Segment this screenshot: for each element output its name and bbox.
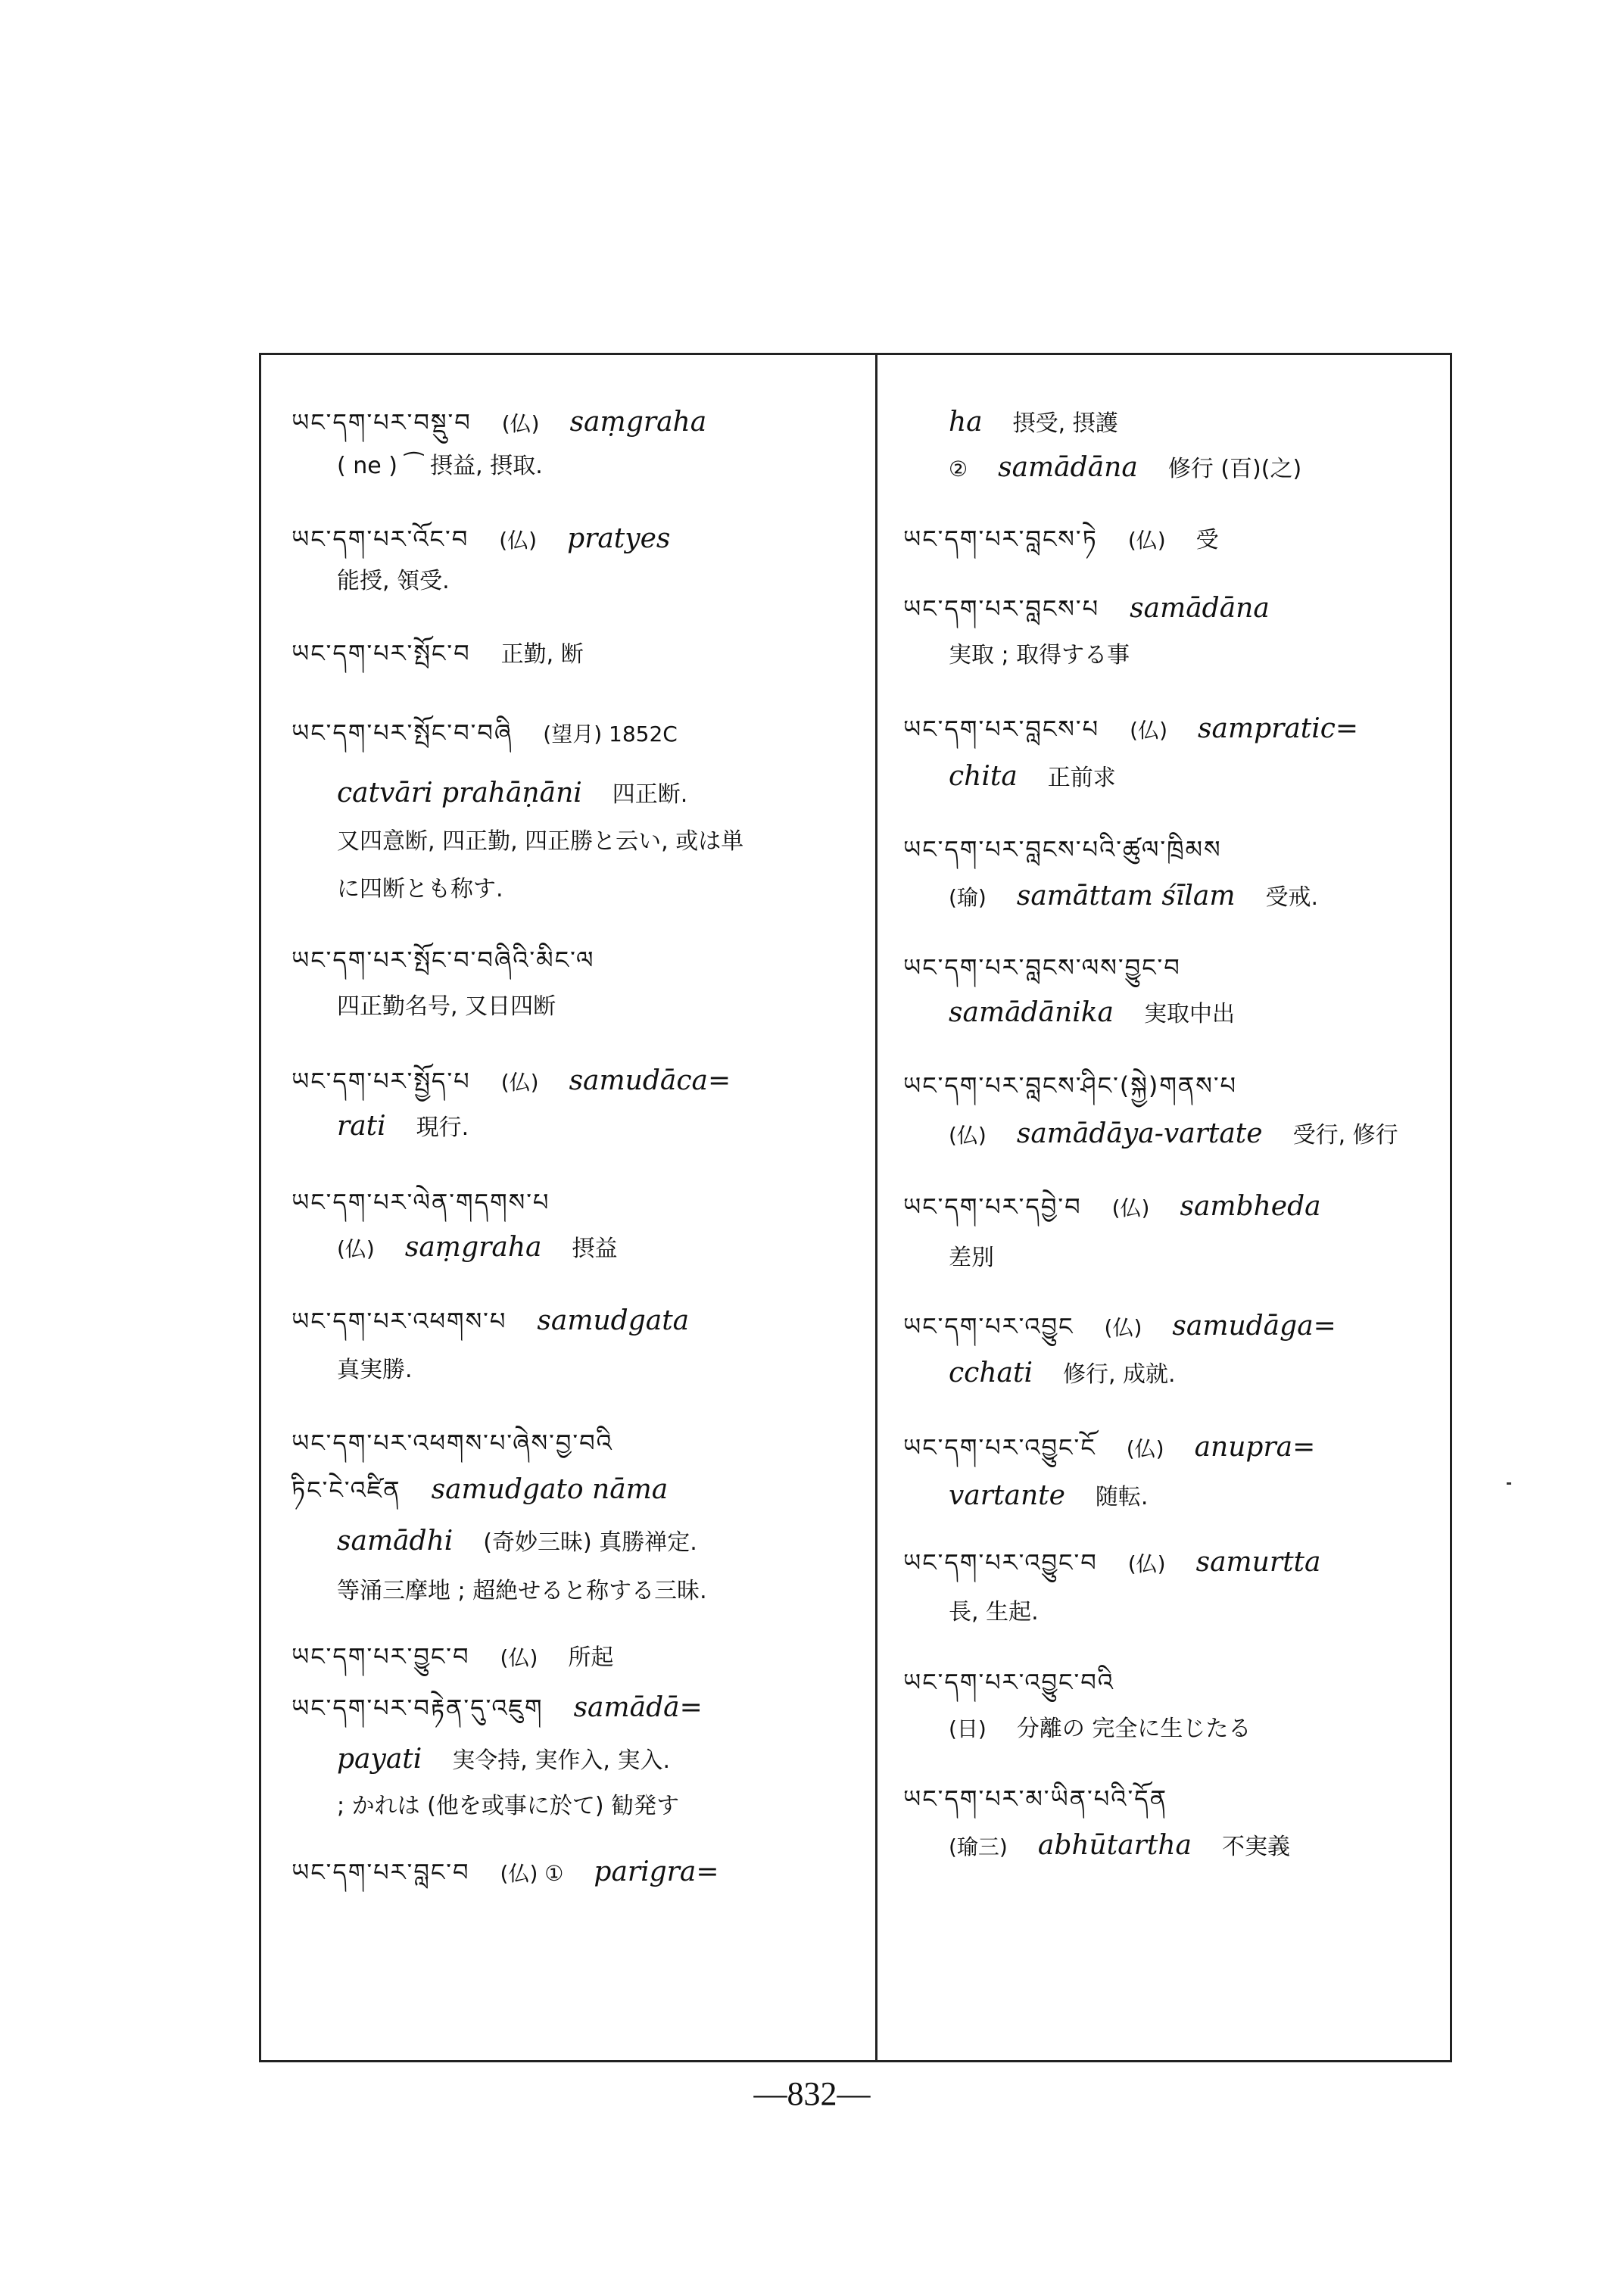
source-tag: (瑜) bbox=[949, 885, 987, 910]
source-tag: (仏) bbox=[500, 1645, 538, 1670]
source-tag: (瑜三) bbox=[949, 1834, 1008, 1859]
gloss-text: 差別 bbox=[949, 1245, 994, 1271]
right-entry-line bbox=[949, 451, 1301, 486]
source-tag: (仏) bbox=[500, 1070, 539, 1095]
source-tag: ② bbox=[949, 457, 968, 482]
left-entry-line bbox=[337, 563, 450, 598]
right-entry-line bbox=[949, 1479, 1148, 1514]
left-entry-line bbox=[291, 1186, 550, 1219]
right-entry-line bbox=[949, 1829, 1290, 1864]
gloss-text: 受 bbox=[1195, 527, 1219, 553]
gloss-text: 長, 生起. bbox=[949, 1599, 1039, 1625]
sanskrit-term: cchati bbox=[949, 1357, 1033, 1389]
left-entry-line bbox=[291, 1691, 703, 1725]
gloss-text: 所起 bbox=[568, 1644, 614, 1671]
sanskrit-term: saṃgraha bbox=[569, 407, 707, 438]
source-tag: (日) bbox=[949, 1716, 987, 1741]
left-entry-line bbox=[337, 871, 503, 906]
tibetan-term: ཡང་དག་པར་འཕགས་པ bbox=[291, 1307, 507, 1336]
right-entry-line bbox=[949, 880, 1318, 915]
source-tag: (仏) bbox=[337, 1236, 375, 1261]
sanskrit-term: samādhi bbox=[337, 1526, 454, 1557]
tibetan-term: ཡང་དག་པར་བླངས་པ bbox=[903, 715, 1100, 743]
sanskrit-term: samurtta bbox=[1195, 1547, 1321, 1578]
tibetan-term: ཡང་དག་པར་དབྱེ་བ bbox=[903, 1192, 1082, 1221]
left-column bbox=[261, 353, 875, 2062]
right-column bbox=[877, 353, 1450, 2062]
sanskrit-term: chita bbox=[949, 761, 1018, 792]
left-entry-line bbox=[337, 1525, 697, 1560]
sanskrit-term: saṃgraha bbox=[404, 1232, 542, 1263]
right-entry-line bbox=[949, 1357, 1176, 1392]
right-entry-line bbox=[903, 1666, 1114, 1699]
tibetan-term: ཡང་དག་པར་བླངས་པའི་ཚུལ་ཁྲིམས bbox=[903, 835, 1222, 864]
source-tag: (仏) bbox=[1130, 718, 1167, 743]
left-entry-line bbox=[337, 989, 556, 1024]
right-entry-line bbox=[903, 522, 1219, 557]
left-entry-line bbox=[337, 1743, 670, 1778]
sanskrit-term: sambheda bbox=[1180, 1191, 1321, 1222]
tibetan-term: ཡང་དག་པར་སྤོང་བ་བཞིའི་མིང་ལ bbox=[291, 946, 595, 974]
tibetan-term: ཡང་དག་པར་བླང་བ bbox=[291, 1858, 470, 1887]
gloss-text: 修行, 成就. bbox=[1062, 1361, 1176, 1388]
tibetan-term: ཡང་དག་པར་བླངས་ལས་བྱུང་བ bbox=[903, 953, 1181, 982]
gloss-text: 受行, 修行 bbox=[1292, 1122, 1398, 1149]
right-entry-line bbox=[903, 1190, 1321, 1225]
tibetan-term: ཡང་དག་པར་བླངས་ཤིང་(སྐྱེ)གནས་པ bbox=[903, 1071, 1238, 1100]
sanskrit-term: sampratic= bbox=[1198, 713, 1359, 744]
gloss-text: 真実勝. bbox=[337, 1357, 413, 1383]
gloss-text: 正勤, 断 bbox=[500, 641, 584, 668]
sanskrit-term: samudāga= bbox=[1172, 1311, 1336, 1342]
tibetan-term: ཡང་དག་པར་བསྡུ་བ bbox=[291, 408, 472, 437]
left-entry-line bbox=[291, 1473, 668, 1507]
right-entry-line bbox=[903, 1546, 1320, 1581]
left-entry-line bbox=[337, 824, 743, 859]
sanskrit-term: rati bbox=[337, 1111, 386, 1142]
right-entry-line bbox=[949, 406, 1118, 441]
sanskrit-term: samudāca= bbox=[569, 1065, 731, 1096]
right-entry-line bbox=[949, 996, 1235, 1031]
sanskrit-term: samāttam śīlam bbox=[1016, 881, 1236, 912]
gloss-text: 又四意断, 四正勤, 四正勝と云い, 或は単 bbox=[337, 828, 744, 855]
gloss-text: 摂受, 摂護 bbox=[1012, 410, 1118, 437]
source-tag: (仏) bbox=[1127, 1551, 1166, 1576]
tibetan-term: ཡང་དག་པར་འཕགས་པ་ཞེས་བྱ་བའི bbox=[291, 1429, 613, 1457]
left-entry-line bbox=[291, 1640, 613, 1675]
source-tag: (仏) bbox=[1104, 1315, 1142, 1340]
tibetan-term: ཏིང་ངེ་འཛིན bbox=[291, 1476, 401, 1504]
tibetan-term: ཡང་དག་པར་འབྱུང bbox=[903, 1312, 1074, 1341]
scan-mark bbox=[1507, 1482, 1511, 1485]
tibetan-term: ཡང་དག་པར་བླངས་ཏེ bbox=[903, 525, 1098, 553]
right-entry-line bbox=[903, 1431, 1315, 1466]
gloss-text: 実取中出 bbox=[1144, 1001, 1236, 1027]
tibetan-term: ཡང་དག་པར་འབྱུང་བའི bbox=[903, 1668, 1114, 1697]
right-entry-line bbox=[949, 1594, 1039, 1629]
source-tag: (仏) bbox=[949, 1123, 987, 1148]
gloss-text: 正前求 bbox=[1047, 765, 1116, 791]
gloss-text: ; かれは (他を或事に於て) 勧発す bbox=[337, 1793, 680, 1819]
right-entry-line bbox=[949, 760, 1116, 795]
sanskrit-term: samādāna bbox=[998, 452, 1138, 483]
gloss-text: に四断とも称す. bbox=[337, 876, 503, 902]
source-tag: (仏) bbox=[499, 528, 538, 553]
sanskrit-term: samādānika bbox=[949, 997, 1114, 1028]
source-tag: (仏) bbox=[1111, 1195, 1150, 1220]
left-entry-line bbox=[291, 1856, 719, 1890]
gloss-text: (奇妙三昧) 真勝禅定. bbox=[483, 1529, 697, 1556]
right-entry-line bbox=[949, 637, 1130, 672]
left-entry-line bbox=[291, 1304, 689, 1338]
tibetan-term: ཡང་དག་པར་འབྱུང་བ bbox=[903, 1548, 1098, 1577]
tibetan-term: ཡང་དག་པར་འབྱུང་ངོ bbox=[903, 1433, 1096, 1462]
left-entry-line bbox=[337, 1231, 617, 1266]
gloss-text: 等涌三摩地 ; 超絶せると称する三昧. bbox=[337, 1578, 707, 1604]
gloss-text: 能授, 領受. bbox=[337, 568, 450, 594]
gloss-text: 修行 (百)(之) bbox=[1167, 456, 1302, 482]
source-tag: (仏) bbox=[1127, 528, 1166, 553]
source-tag: (仏) bbox=[1126, 1436, 1164, 1461]
tibetan-term: ཡང་དག་པར་སྤོང་བ་བཞི bbox=[291, 718, 513, 747]
gloss-text: 実令持, 実作入, 実入. bbox=[452, 1747, 670, 1774]
right-entry-line bbox=[903, 712, 1358, 747]
sanskrit-term: samādāna bbox=[1130, 593, 1270, 624]
right-entry-line bbox=[949, 1117, 1398, 1152]
tibetan-term: ཡང་དག་པར་བརྟེན་དུ་འཇུག bbox=[291, 1694, 544, 1722]
sanskrit-term: payati bbox=[337, 1744, 422, 1775]
left-entry-line bbox=[337, 1352, 413, 1387]
left-entry-line bbox=[337, 448, 543, 483]
left-entry-line bbox=[337, 1788, 679, 1823]
tibetan-term: ཡང་དག་པར་བླངས་པ bbox=[903, 594, 1100, 623]
left-entry-line bbox=[291, 522, 670, 557]
tibetan-term: ཡང་དག་པར་ལེན་གདགས་པ bbox=[291, 1188, 550, 1217]
sanskrit-term: parigra= bbox=[594, 1856, 719, 1887]
gloss-text: 随転. bbox=[1095, 1484, 1149, 1510]
gloss-text: 分離の 完全に生じたる bbox=[1016, 1716, 1252, 1742]
left-entry-line bbox=[337, 777, 687, 812]
source-tag: (仏) ① bbox=[500, 1861, 564, 1886]
sanskrit-term: samudgata bbox=[537, 1305, 690, 1336]
gloss-text: 摂益 bbox=[572, 1236, 618, 1262]
sanskrit-term: vartante bbox=[949, 1480, 1065, 1511]
gloss-text: 不実義 bbox=[1222, 1834, 1290, 1860]
tibetan-term: ཡང་དག་པར་སྤོང་བ bbox=[291, 639, 471, 668]
gloss-text: ( ne ) ⁀ 摂益, 摂取. bbox=[337, 453, 543, 479]
tibetan-term: ཡང་དག་པར་མ་ཡིན་པའི་དོན bbox=[903, 1784, 1168, 1813]
right-entry-line bbox=[903, 592, 1270, 625]
right-entry-line bbox=[903, 1069, 1237, 1102]
left-entry-line bbox=[337, 1110, 469, 1145]
right-entry-line bbox=[949, 1240, 994, 1275]
gloss-text: 実取 ; 取得する事 bbox=[949, 642, 1130, 669]
gloss-text: 受戒. bbox=[1265, 884, 1319, 911]
tibetan-term: ཡང་དག་པར་འོང་བ bbox=[291, 525, 469, 553]
left-entry-line bbox=[291, 406, 706, 441]
sanskrit-term: anupra= bbox=[1194, 1432, 1316, 1463]
sanskrit-term: abhūtartha bbox=[1037, 1830, 1192, 1861]
sanskrit-term: samudgato nāma bbox=[431, 1474, 669, 1505]
gloss-text: 四正断. bbox=[612, 781, 688, 808]
right-entry-line bbox=[903, 1310, 1336, 1345]
gloss-text: 現行. bbox=[416, 1114, 469, 1141]
sanskrit-term: samādāya-vartate bbox=[1016, 1118, 1263, 1149]
source-tag: (仏) bbox=[501, 411, 540, 436]
left-entry-line bbox=[291, 943, 594, 977]
left-entry-line bbox=[291, 716, 678, 751]
left-entry-line bbox=[337, 1573, 707, 1608]
right-entry-line bbox=[903, 951, 1181, 984]
sanskrit-term: samādā= bbox=[573, 1692, 703, 1723]
source-tag: (望月) 1852C bbox=[543, 722, 678, 746]
page-number: —832— bbox=[753, 2075, 871, 2112]
left-entry-line bbox=[291, 1426, 613, 1460]
right-entry-line bbox=[949, 1711, 1251, 1746]
sanskrit-term: ha bbox=[949, 407, 983, 438]
sanskrit-term: catvāri prahāṇāni bbox=[337, 778, 582, 809]
sanskrit-term: pratyes bbox=[567, 523, 671, 554]
tibetan-term: ཡང་དག་པར་སྤྱོད་པ bbox=[291, 1067, 471, 1096]
tibetan-term: ཡང་དག་པར་བྱུང་བ bbox=[291, 1642, 470, 1671]
left-entry-line bbox=[291, 637, 584, 672]
left-entry-line bbox=[291, 1064, 731, 1099]
gloss-text: 四正勤名号, 又日四断 bbox=[337, 993, 556, 1020]
right-entry-line bbox=[903, 1782, 1167, 1816]
right-entry-line bbox=[903, 833, 1222, 866]
